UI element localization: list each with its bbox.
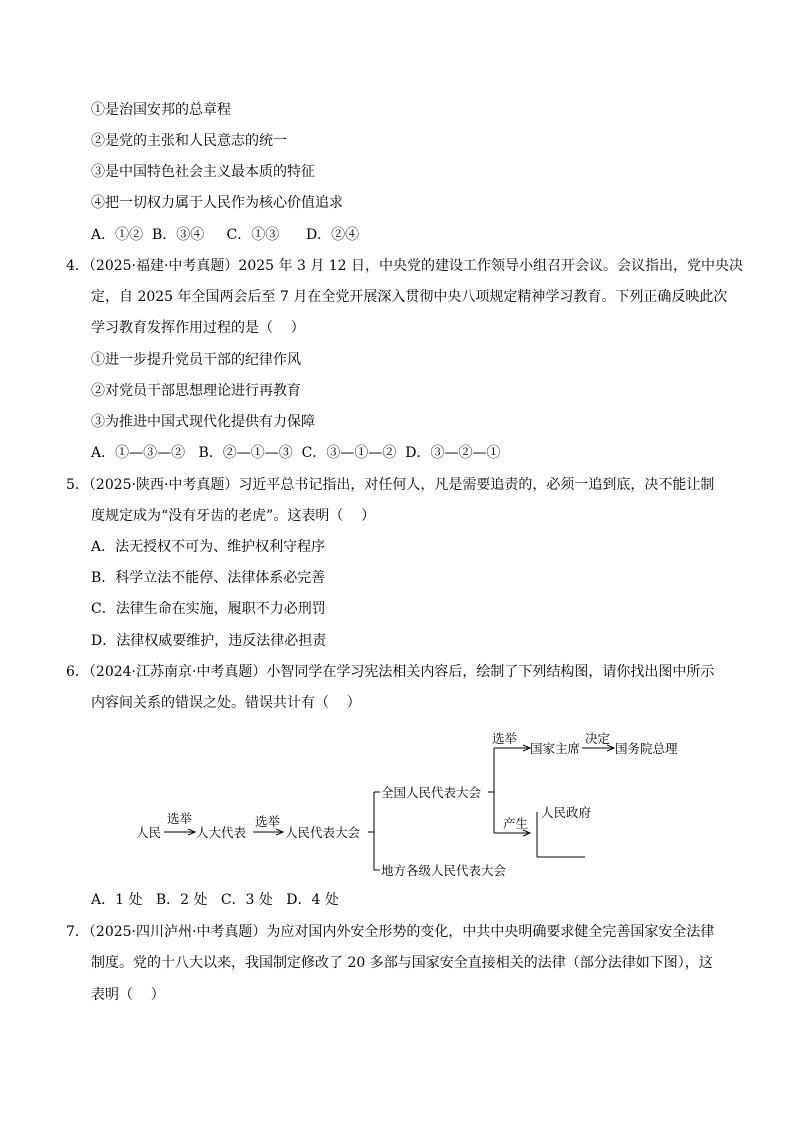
q6-stem-line1: 6．（2024·江苏南京·中考真题）小智同学在学习宪法相关内容后，绘制了下列结构图，请你找出图中所示 bbox=[66, 664, 715, 680]
label-produce: 产生 bbox=[503, 816, 529, 831]
q3-item-3: ③是中国特色社会主义最本质的特征 bbox=[91, 164, 315, 180]
q3-item-2: ②是党的主张和人民意志的统一 bbox=[91, 133, 287, 149]
q6-choices: A．1 处 B．2 处 C．3 处 D．4 处 bbox=[91, 892, 339, 908]
q4-item-3: ③为推进中国式现代化提供有力保障 bbox=[91, 414, 315, 430]
node-president: 国家主席 bbox=[530, 741, 581, 756]
q5-option-b: B．科学立法不能停、法律体系必完善 bbox=[91, 570, 326, 586]
node-premier: 国务院总理 bbox=[615, 741, 678, 756]
q7-stem-line2: 制度。党的十八大以来，我国制定修改了 20 多部与国家安全直接相关的法律（部分法律如下图），这 bbox=[91, 955, 713, 971]
label-decide: 决定 bbox=[585, 731, 611, 746]
q3-choices: A．①② B．③④ C．①③ D．②④ bbox=[91, 227, 360, 243]
q5-stem-line1: 5．（2025·陕西·中考真题）习近平总书记指出，对任何人，凡是需要追责的，必须一追到底，决不能让制 bbox=[66, 477, 715, 493]
q5-option-a: A．法无授权不可为、维护权利守程序 bbox=[91, 539, 326, 555]
node-government: 人民政府 bbox=[541, 805, 592, 820]
q4-item-2: ②对党员干部思想理论进行再教育 bbox=[91, 383, 301, 399]
q5-stem-line2: 度规定成为“没有牙齿的老虎”。这表明（ ） bbox=[91, 508, 376, 524]
q3-item-4: ④把一切权力属于人民作为核心价值追求 bbox=[91, 195, 343, 211]
q4-stem-line1: 4．（2025·福建·中考真题）2025 年 3 月 12 日，中央党的建设工作领导小组召开会议。会议指出，党中央决 bbox=[66, 258, 744, 274]
node-people: 人民 bbox=[136, 825, 162, 840]
q7-stem-line1: 7．（2025·四川泸州·中考真题）为应对国内外安全形势的变化，中共中央明确要求健全完善国家安全法律 bbox=[66, 924, 715, 940]
q7-stem-line3: 表明（ ） bbox=[91, 987, 165, 1003]
q3-item-1: ①是治国安邦的总章程 bbox=[91, 102, 231, 118]
q4-stem-line2: 定，自 2025 年全国两会后至 7 月在全党开展深入贯彻中央八项规定精神学习教育。下列正确反映此次 bbox=[91, 289, 728, 305]
label-elect-1: 选举 bbox=[167, 811, 193, 826]
label-elect-2: 选举 bbox=[255, 814, 281, 829]
q6-stem-line2: 内容间关系的错误之处。错误共计有（ ） bbox=[91, 695, 361, 711]
q4-item-1: ①进一步提升党员干部的纪律作风 bbox=[91, 352, 301, 368]
q4-stem-line3: 学习教育发挥作用过程的是（ ） bbox=[91, 320, 305, 336]
node-congress: 人民代表大会 bbox=[285, 825, 361, 840]
label-elect-3: 选举 bbox=[492, 731, 518, 746]
node-npc: 全国人民代表大会 bbox=[381, 785, 482, 800]
q5-option-d: D．法律权威要维护，违反法律必担责 bbox=[91, 633, 327, 649]
q4-choices: A．①—③—② B．②—①—③ C．③—①—② D．③—②—① bbox=[91, 445, 501, 461]
node-deputies: 人大代表 bbox=[196, 825, 247, 840]
q5-option-c: C．法律生命在实施，履职不力必刑罚 bbox=[91, 601, 326, 617]
node-local-congress: 地方各级人民代表大会 bbox=[381, 863, 507, 878]
